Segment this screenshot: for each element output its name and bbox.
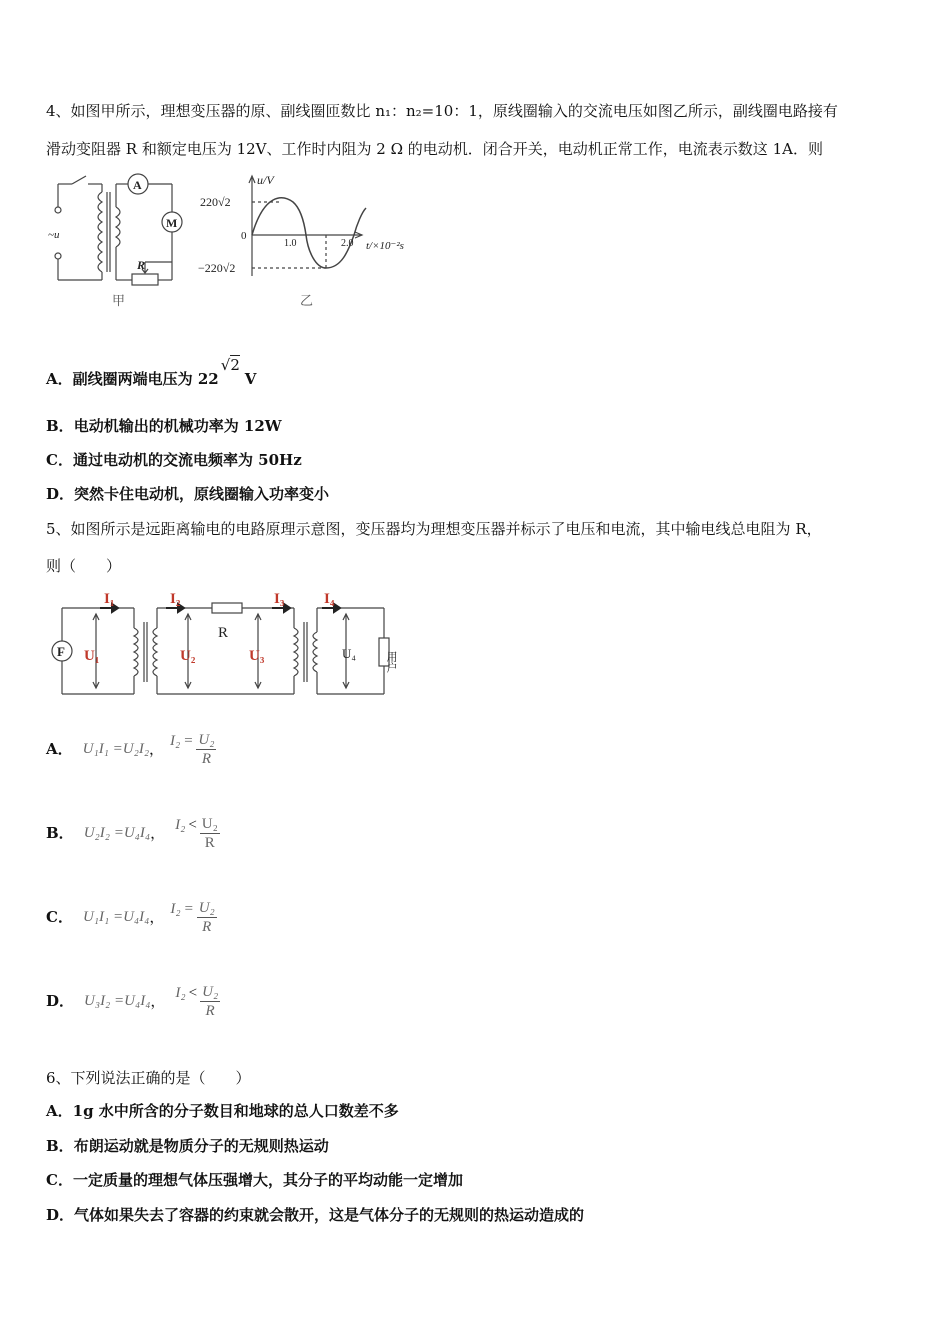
origin-label: 0	[241, 230, 247, 242]
q4-stem-line2: 滑动变阻器 R 和额定电压为 12V、工作时内阻为 2 Ω 的电动机．闭合开关，电动机正常工作，电流表示数这 1A．则	[46, 140, 823, 158]
q5-c-eq: U₁I₁ =U₄I₄	[82, 909, 150, 925]
label-i3: I₃	[274, 591, 285, 607]
caption-jia: 甲	[112, 293, 126, 308]
caption-yi: 乙	[300, 293, 314, 308]
q5-stem-line1: 5、如图所示是远距离输电的电路原理示意图，变压器均为理想变压器并标示了电压和电流，其中输电线总电阻为 R，	[46, 520, 822, 538]
q5-option-c[interactable]: C． U₁I₁ =U₄I₄ ， I₂ = $\frac{\text{U₂}}{R}$	[46, 899, 215, 935]
q5-option-d[interactable]: D． U₃I₂ =U₄I₄ ， I₂ < $\frac{\text{U₂}}{R}$	[46, 983, 219, 1019]
x-tick-1: 1.0	[284, 238, 297, 249]
q4-stem-line1: 4、如图甲所示，理想变压器的原、副线圈匝数比 n₁：n₂=10：1，原线圈输入的交流电压如图乙所示，副线圈电路接有	[46, 102, 838, 120]
q5-a-eq: U₁I₁ =U₂I₂	[82, 741, 150, 757]
user-label: 用户	[385, 651, 397, 673]
q4-figure-yi	[196, 172, 426, 312]
q4-option-d[interactable]: D．突然卡住电动机，原线圈输入功率变小	[46, 485, 330, 503]
q5-d-eq: U₃I₂ =U₄I₄	[84, 993, 151, 1009]
q5-option-b[interactable]: B． U₂I₂ =U₄I₄ ， I₂ < $\frac{\text{U₂}}{R}$	[46, 815, 218, 851]
q5-b-eq: U₂I₂ =U₄I₄	[83, 825, 151, 841]
label-i2: I₂	[170, 591, 181, 607]
q6-option-d[interactable]: D．气体如果失去了容器的约束就会散开，这是气体分子的无规则的热运动造成的	[46, 1206, 585, 1224]
q6-option-a[interactable]: A．1g 水中所含的分子数目和地球的总人口数差不多	[46, 1102, 399, 1120]
label-u1: U₁	[84, 648, 100, 664]
q4-option-b[interactable]: B．电动机输出的机械功率为 12W	[46, 417, 282, 435]
q4-option-a[interactable]: A．副线圈两端电压为 22 √2 V	[46, 356, 257, 388]
label-i4: I₄	[324, 591, 335, 607]
label-u3: U₃	[249, 648, 265, 664]
generator-label: F	[57, 644, 65, 659]
source-label: ~u	[48, 229, 60, 241]
q5-stem-line2: 则（ ）	[46, 557, 122, 575]
resistor-label: R	[137, 258, 146, 272]
sine-wave	[252, 198, 366, 268]
q6-stem: 6、下列说法正确的是（ ）	[46, 1069, 251, 1087]
q4-figure-jia	[44, 172, 194, 312]
q5-option-a[interactable]: A． U₁I₁ =U₂I₂ ， I₂ = $\frac{\text{U₂}}{R}$	[46, 731, 215, 767]
y-min-label: −220√2	[198, 261, 236, 275]
q5-figure	[46, 586, 416, 706]
ammeter-label: A	[133, 178, 142, 192]
q6-option-b[interactable]: B．布朗运动就是物质分子的无规则热运动	[46, 1137, 329, 1155]
label-u2: U₂	[180, 648, 196, 664]
y-max-label: 220√2	[200, 195, 231, 209]
sqrt-symbol: √2	[220, 356, 240, 374]
x-axis-label: t/×10⁻²s	[366, 240, 404, 252]
motor-label: M	[166, 216, 178, 230]
label-r: R	[218, 625, 229, 641]
q4-option-c[interactable]: C．通过电动机的交流电频率为 50Hz	[46, 451, 302, 469]
label-i1: I₁	[104, 591, 115, 607]
q6-option-c[interactable]: C．一定质量的理想气体压强增大，其分子的平均动能一定增加	[46, 1171, 463, 1189]
x-tick-2: 2.0	[341, 238, 354, 249]
label-u4: U₄	[342, 646, 356, 661]
y-axis-label: u/V	[257, 173, 274, 187]
